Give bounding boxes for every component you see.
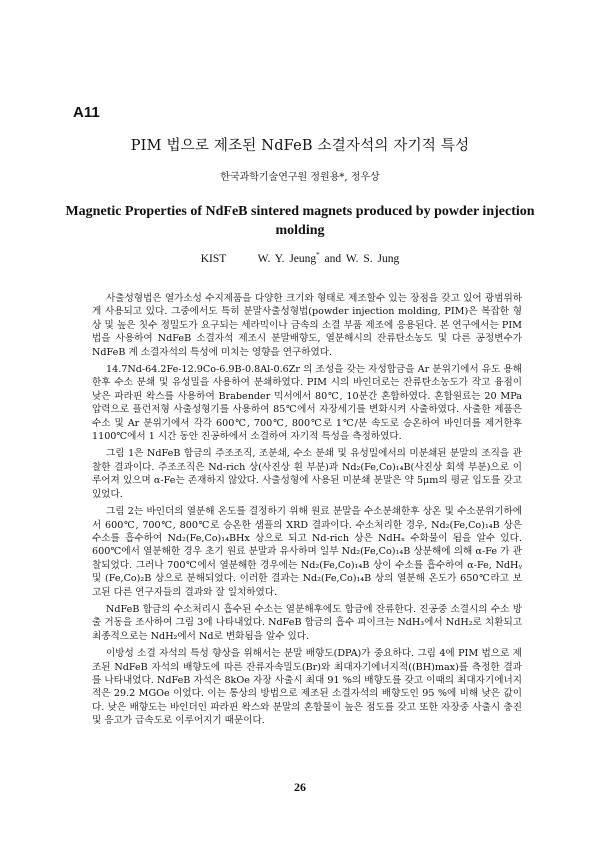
affiliation: KIST xyxy=(200,252,227,265)
author-names: W. Y. Jeung xyxy=(257,252,317,265)
author-names-rest: and W. S. Jung xyxy=(319,252,400,265)
paragraph: 사출성형법은 열가소성 수지제품을 다양한 크기와 형태로 제조할수 있는 장점을 갖고 있어 광범위하게 사용되고 있다. 그중에서도 특히 분말사출성형법(powder injection molding, PIM)은 복잡한 형상 및 높은 칫수 정밀도가 요구되는 세라믹이나 금속의 소결 부품 제조에 응용된다. 본 연구에서는 PIM 법을 사용하여 NdFeB 소결자석 제조시 분말배향도, 열분해시의 잔류탄소농도 및 다른 공정변수가 NdFeB 계 소결자석의 특성에 미치는 영향을 연구하였다. xyxy=(92,293,522,358)
paragraph: 이방성 소결 자석의 특성 향상을 위해서는 분말 배향도(DPA)가 중요하다. 그림 4에 PIM 법으로 제조된 NdFeB 자석의 배향도에 따른 잔류자속밀도(Br)와 최대자기에너지적((BH)max)를 측정한 결과를 나타내었다. NdFeB 자석은 8kOe 자장 사출시 최대 91 %의 배향도를 갖고 이때의 최대자기에너지적은 29.2 MGOe 이었다. 이는 통상의 방법으로 제조된 소결자석의 배향도인 95 %에 비해 낮은 값이다. 낮은 배향도는 바인더인 파라핀 왁스와 분말의 혼합물이 높은 점도를 갖고 또한 자장중 사출시 충진 및 응고가 급속도로 이루어지기 때문이다. xyxy=(92,648,522,727)
page-number: 26 xyxy=(294,780,306,794)
paragraph: NdFeB 합금의 수소처리시 흡수된 수소는 열분해후에도 합금에 잔류한다. 진공중 소결시의 수소 방출 거동을 조사하여 그림 3에 나타내었다. NdFeB 합금의 흡수 피이크는 NdH₃에서 NdH₂로 치환되고 최종적으로는 NdH₂에서 Nd로 변화됨을 알수 있다. xyxy=(92,603,522,642)
corresponding-star: * xyxy=(316,251,320,259)
english-title: Magnetic Properties of NdFeB sintered magnets produced by powder injection molding xyxy=(65,204,535,238)
english-authors xyxy=(0,251,600,265)
abstract-body xyxy=(92,292,522,732)
korean-title: PIM 법으로 제조된 NdFeB 소결자석의 자기적 특성 xyxy=(130,138,470,154)
paragraph: 14.7Nd-64.2Fe-12.9Co-6.9B-0.8Al-0.6Zr 의 조성을 갖는 자성합금을 Ar 분위기에서 유도 용해한후 수소 분쇄 및 유성밀을 사용하여 분쇄하였다. PIM 시의 바인더로는 잔류탄소농도가 작고 융점이 낮은 파라핀 왁스를 사용하여 Brabender 믹서에서 80℃, 10분간 혼합하였다. 혼합원료는 20 MPa 압력으로 플런저형 사출성형기를 사용하여 85℃에서 자장세기를 변화시켜 사출하였다. 사출한 제품은 수소 및 Ar 분위기에서 각각 600℃, 700℃, 800℃로 1℃/분 속도로 승온하여 바인더를 제거한후 1100℃에서 1 시간 동안 진공하에서 소결하여 자기적 특성을 측정하였다. xyxy=(92,364,522,443)
paragraph: 그림 1은 NdFeB 합금의 주조조직, 조분쇄, 수소 분쇄 및 유성밀에서의 미분쇄된 분말의 조직을 관찰한 결과이다. 주조조직은 Nd-rich 상(사진상 흰 부분)과 Nd₂(Fe,Co)₁₄B(사진상 회색 부분)으로 이루어져 있으며 α-Fe는 존재하지 않았다. 사출성형에 사용된 미분쇄 분말은 약 5μm의 평균 입도를 갖고 있었다. xyxy=(92,448,522,500)
paragraph: 그림 2는 바인더의 열분해 온도를 결정하기 위해 원료 분말을 수소분쇄한후 상온 및 수소분위기하에서 600℃, 700℃, 800℃로 승온한 샘플의 XRD 결과이다. 수소처리한 경우, Nd₂(Fe,Co)₁₄B 상은 수소를 흡수하여 Nd₂(Fe,Co)₁₄BHx 상으로 되고 Nd-rich 상은 NdHₓ 수화물이 됨을 알수 있다. 600℃에서 열분해한 경우 초기 원료 분말과 유사하며 일부 Nd₂(Fe,Co)₁₄B 상분해에 의해 α-Fe 가 관찰되었다. 그러나 700℃에서 열분해한 경우에는 Nd₂(Fe,Co)₁₄B 상이 수소를 흡수하여 α-Fe, NdHᵧ 및 (Fe,Co)₂B 상으로 분해되었다. 이러한 결과는 Nd₂(Fe,Co)₁₄B 상의 열분해 온도가 650℃라고 보고된 다른 연구자들의 결과와 잘 일치하였다. xyxy=(92,506,522,598)
abstract-code: A11 xyxy=(73,104,100,121)
korean-authors: 한국과학기술연구원 정원용*, 정우상 xyxy=(220,172,380,183)
